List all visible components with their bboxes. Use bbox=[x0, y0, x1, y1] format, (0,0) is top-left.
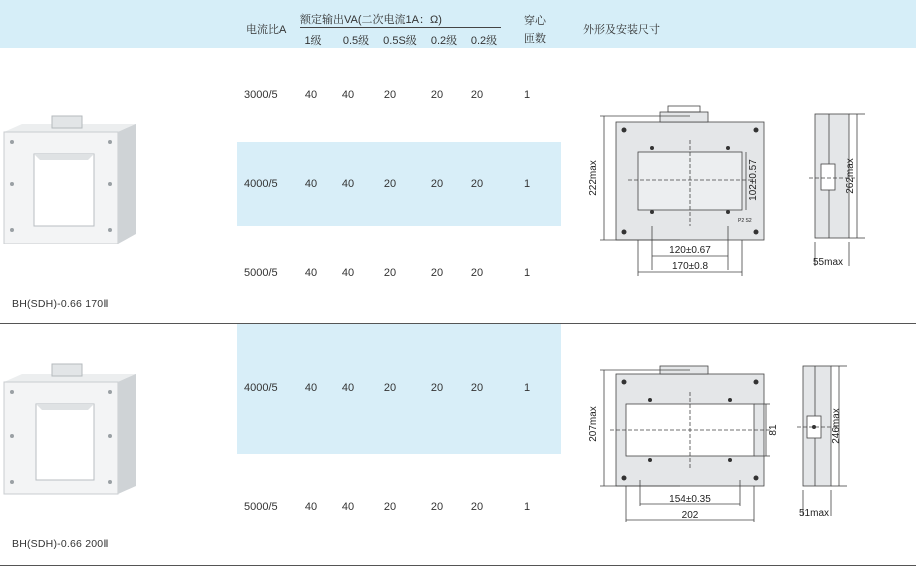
table-header bbox=[0, 0, 916, 48]
section-divider bbox=[0, 565, 916, 566]
value-cell: 20 bbox=[430, 89, 444, 101]
class-header-1: 1级 bbox=[304, 35, 322, 47]
class-header-3: 0.5S级 bbox=[383, 35, 417, 47]
ratio-cell: 4000/5 bbox=[244, 178, 278, 190]
hole-dimension: 120±0.67 bbox=[669, 245, 711, 256]
turns-cell: 1 bbox=[523, 178, 531, 190]
turns-cell: 1 bbox=[523, 89, 531, 101]
value-cell: 20 bbox=[430, 178, 444, 190]
row-highlight bbox=[237, 142, 561, 226]
output-header-underline bbox=[300, 27, 501, 28]
height-dimension: 207max bbox=[588, 406, 599, 442]
value-cell: 40 bbox=[304, 501, 318, 513]
value-cell: 20 bbox=[383, 501, 397, 513]
value-cell: 40 bbox=[341, 382, 355, 394]
value-cell: 20 bbox=[470, 178, 484, 190]
class-header-5: 0.2级 bbox=[470, 35, 498, 47]
value-cell: 40 bbox=[304, 267, 318, 279]
row-highlight bbox=[237, 324, 561, 454]
ratio-header: 电流比A bbox=[246, 24, 287, 36]
ratio-cell: 5000/5 bbox=[244, 267, 278, 279]
value-cell: 20 bbox=[430, 267, 444, 279]
value-cell: 20 bbox=[470, 382, 484, 394]
turns-cell: 1 bbox=[523, 382, 531, 394]
turns-cell: 1 bbox=[523, 501, 531, 513]
value-cell: 40 bbox=[341, 178, 355, 190]
width-dimension: 202 bbox=[681, 510, 699, 521]
ratio-cell: 4000/5 bbox=[244, 382, 278, 394]
value-cell: 20 bbox=[383, 89, 397, 101]
ratio-cell: 3000/5 bbox=[244, 89, 278, 101]
turns-header-line2: 匝数 bbox=[524, 33, 546, 45]
value-cell: 20 bbox=[470, 267, 484, 279]
dimension-drawing-side bbox=[805, 106, 875, 274]
value-cell: 40 bbox=[304, 382, 318, 394]
ratio-cell: 5000/5 bbox=[244, 501, 278, 513]
value-cell: 20 bbox=[470, 89, 484, 101]
terminal-tag: P2 S2 bbox=[738, 218, 752, 224]
turns-cell: 1 bbox=[523, 267, 531, 279]
class-header-4: 0.2级 bbox=[430, 35, 458, 47]
dims-header: 外形及安装尺寸 bbox=[583, 24, 660, 36]
value-cell: 20 bbox=[470, 501, 484, 513]
value-cell: 40 bbox=[341, 267, 355, 279]
value-cell: 20 bbox=[430, 382, 444, 394]
value-cell: 20 bbox=[383, 267, 397, 279]
depth-dimension: 51max bbox=[799, 508, 830, 519]
value-cell: 40 bbox=[341, 501, 355, 513]
value-cell: 20 bbox=[383, 382, 397, 394]
value-cell: 40 bbox=[341, 89, 355, 101]
height-dimension: 222max bbox=[588, 160, 599, 196]
class-header-2: 0.5级 bbox=[342, 35, 370, 47]
value-cell: 40 bbox=[304, 89, 318, 101]
output-header: 额定输出VA(二次电流1A：Ω) bbox=[300, 14, 442, 26]
depth-dimension: 55max bbox=[813, 257, 844, 268]
side-height-dimension: 262max bbox=[845, 158, 856, 194]
turns-header-line1: 穿心 bbox=[524, 15, 546, 27]
dimension-drawing-front bbox=[580, 360, 780, 530]
product-model: BH(SDH)-0.66 170Ⅱ bbox=[12, 298, 109, 310]
value-cell: 20 bbox=[430, 501, 444, 513]
window-dimension: 102±0.57 bbox=[748, 159, 759, 201]
product-photo bbox=[0, 360, 142, 496]
value-cell: 40 bbox=[304, 178, 318, 190]
width-dimension: 170±0.8 bbox=[671, 261, 709, 272]
product-photo bbox=[0, 112, 142, 244]
product-model: BH(SDH)-0.66 200Ⅱ bbox=[12, 538, 109, 550]
hole-dimension: 154±0.35 bbox=[669, 494, 711, 505]
value-cell: 20 bbox=[383, 178, 397, 190]
dimension-drawing-front bbox=[580, 100, 780, 280]
side-height-dimension: 246max bbox=[831, 408, 842, 444]
window-dimension: 81 bbox=[768, 424, 779, 436]
dimension-drawing-side bbox=[795, 360, 865, 524]
section-divider bbox=[0, 323, 916, 324]
